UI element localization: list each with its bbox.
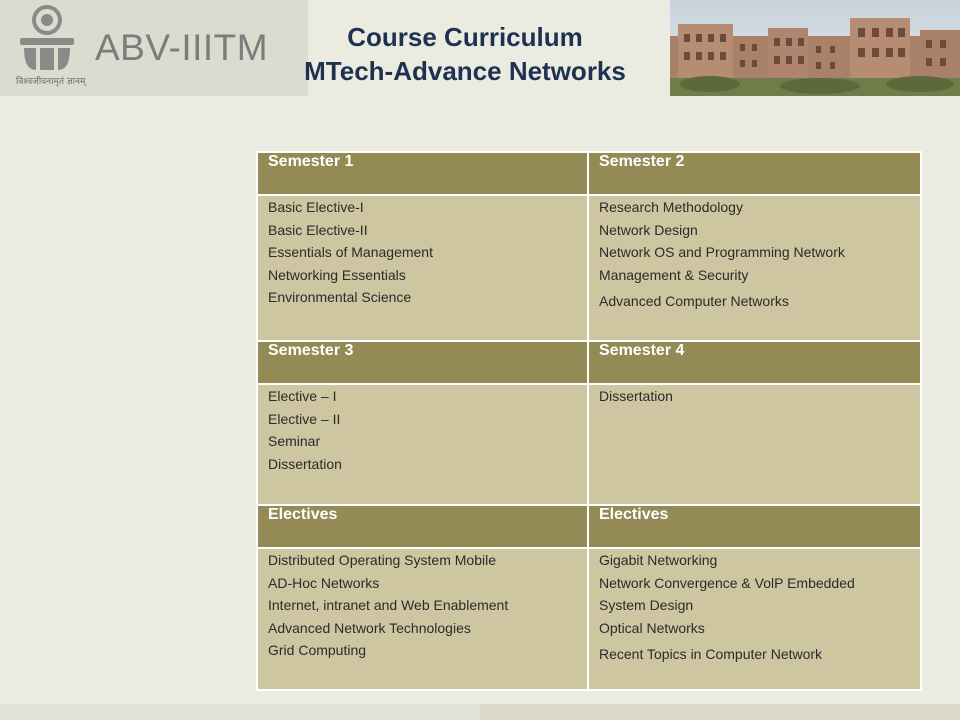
header-electives-right: Electives	[588, 505, 921, 548]
table-header-row	[257, 152, 921, 195]
page-title	[300, 20, 630, 88]
course-item: Networking Essentials	[268, 266, 406, 283]
elective-item: AD-Hoc Networks	[268, 574, 380, 591]
elective-item: Recent Topics in Computer Network	[599, 646, 823, 662]
course-item: Elective – II	[268, 410, 341, 427]
header-semester-3: Semester 3	[257, 341, 588, 384]
title-line-2: MTech-Advance Networks	[304, 56, 626, 86]
course-item: Dissertation	[268, 455, 342, 472]
course-item: Basic Elective-I	[268, 199, 364, 215]
semester-1-courses	[257, 195, 588, 341]
table-row	[257, 384, 921, 505]
table-row	[257, 548, 921, 690]
elective-item: Network Convergence & VolP Embedded	[599, 574, 855, 591]
course-item: Advanced Computer Networks	[599, 293, 789, 309]
slide-header	[0, 0, 960, 96]
footer-band-right	[480, 704, 960, 720]
semester-2-courses	[588, 195, 921, 341]
footer-band-left	[0, 704, 480, 720]
header-semester-1: Semester 1	[257, 152, 588, 195]
electives-right-list	[588, 548, 921, 690]
title-line-1: Course Curriculum	[347, 22, 583, 52]
table-header-row	[257, 505, 921, 548]
course-item: Research Methodology	[599, 199, 743, 215]
elective-item: Grid Computing	[268, 642, 367, 658]
semester-3-courses	[257, 384, 588, 505]
course-item: Essentials of Management	[268, 244, 433, 260]
course-item: Network OS and Programming Network	[599, 244, 845, 260]
campus-building-photo	[670, 0, 960, 96]
curriculum-table	[256, 151, 922, 691]
institute-emblem-icon	[18, 4, 76, 82]
course-item: Basic Elective-II	[268, 221, 368, 238]
elective-item: Optical Networks	[599, 619, 705, 636]
elective-item: Advanced Network Technologies	[268, 619, 471, 636]
course-item: Seminar	[268, 433, 321, 449]
header-semester-2: Semester 2	[588, 152, 921, 195]
elective-item: Distributed Operating System Mobile	[268, 552, 496, 568]
elective-item: Gigabit Networking	[599, 552, 718, 568]
table-row	[257, 195, 921, 341]
header-electives-left: Electives	[257, 505, 588, 548]
course-item: Network Design	[599, 221, 698, 238]
course-item: Environmental Science	[268, 289, 412, 305]
header-semester-4: Semester 4	[588, 341, 921, 384]
course-item: Management & Security	[599, 266, 749, 283]
institute-motto: विश्वजीवनामृतं ज्ञानम्	[16, 77, 86, 87]
table-header-row	[257, 341, 921, 384]
course-item: Dissertation	[599, 388, 673, 404]
institute-name: ABV-IIITM	[95, 27, 269, 68]
elective-item: System Design	[599, 597, 694, 613]
elective-item: Internet, intranet and Web Enablement	[268, 597, 509, 613]
electives-left-list	[257, 548, 588, 690]
institute-logo-panel	[0, 0, 308, 96]
course-item: Elective – I	[268, 388, 337, 404]
semester-4-courses	[588, 384, 921, 505]
